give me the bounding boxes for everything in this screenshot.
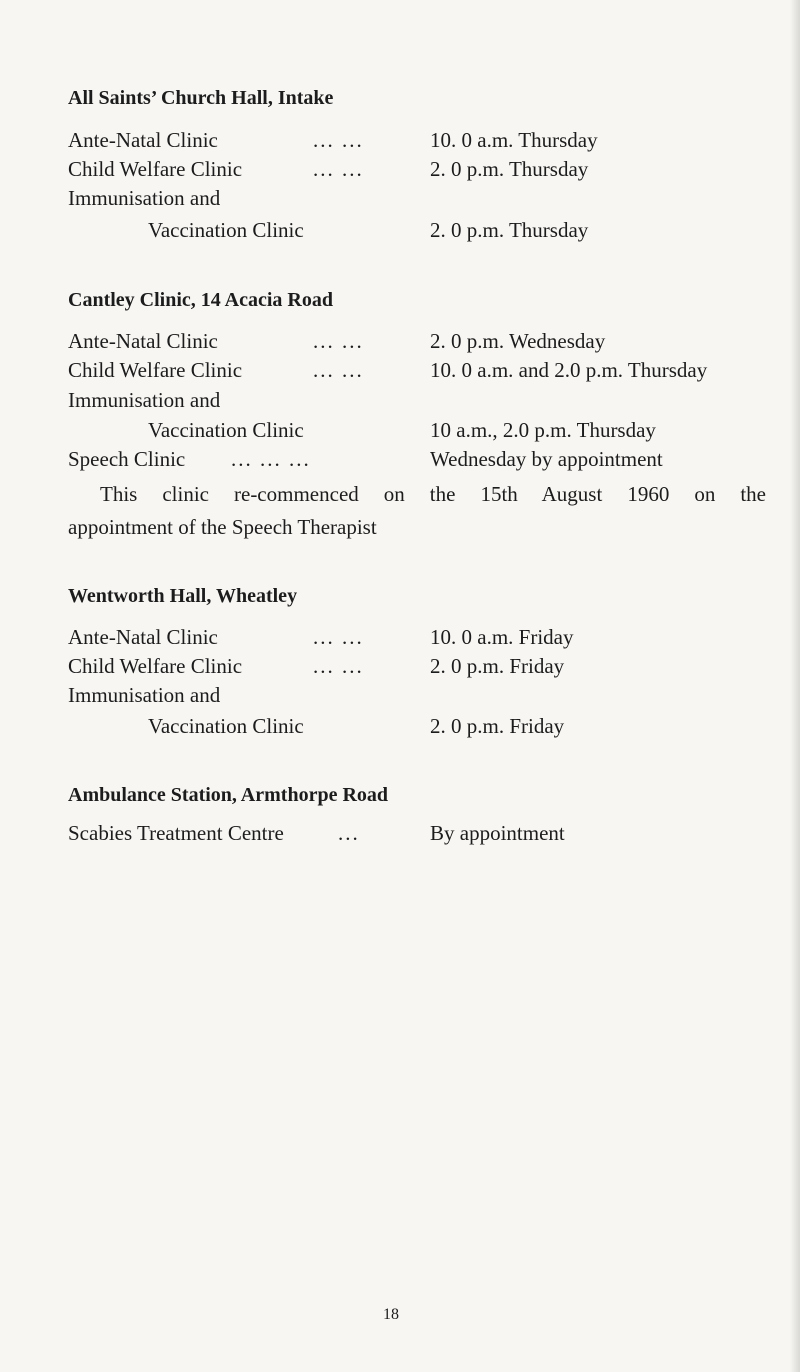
leader-dots: ... ...	[313, 157, 364, 181]
schedule-row	[68, 218, 788, 248]
clinic-name: Immunisation and	[68, 388, 221, 412]
clinic-time: Wednesday by appointment	[430, 447, 663, 471]
clinic-name: Child Welfare Clinic	[68, 157, 243, 181]
section-heading-all-saints: All Saints’ Church Hall, Intake	[68, 87, 334, 109]
page-edge-shadow	[790, 0, 800, 1372]
schedule-row	[68, 821, 788, 851]
schedule-row	[68, 128, 788, 158]
clinic-name: Vaccination Clinic	[148, 418, 304, 442]
schedule-row	[68, 654, 788, 684]
clinic-time: 2. 0 p.m. Wednesday	[430, 329, 606, 353]
leader-dots: ... ...	[313, 128, 364, 152]
schedule-row	[68, 447, 788, 477]
clinic-name: Child Welfare Clinic	[68, 358, 243, 382]
clinic-name: Speech Clinic	[68, 447, 186, 471]
leader-dots: ... ...	[313, 329, 364, 353]
clinic-name: Child Welfare Clinic	[68, 654, 243, 678]
schedule-row	[68, 714, 788, 744]
clinic-time: 10. 0 a.m. Thursday	[430, 128, 598, 152]
schedule-row	[68, 358, 788, 388]
schedule-row	[68, 683, 788, 713]
schedule-row	[68, 186, 788, 216]
clinic-time: 2. 0 p.m. Friday	[430, 714, 565, 738]
section-heading-ambulance-station: Ambulance Station, Armthorpe Road	[68, 784, 389, 806]
clinic-time: 2. 0 p.m. Thursday	[430, 157, 589, 181]
schedule-row	[68, 418, 788, 448]
section-heading-wentworth: Wentworth Hall, Wheatley	[68, 585, 298, 607]
clinic-name: Immunisation and	[68, 186, 221, 210]
section-heading-cantley: Cantley Clinic, 14 Acacia Road	[68, 289, 333, 311]
leader-dots: ... ...	[313, 625, 364, 649]
clinic-name: Ante-Natal Clinic	[68, 625, 218, 649]
leader-dots: ... ... ...	[231, 447, 311, 471]
clinic-name: Vaccination Clinic	[148, 714, 304, 738]
clinic-time: By appointment	[430, 821, 565, 845]
schedule-row	[68, 388, 788, 418]
clinic-name: Immunisation and	[68, 683, 221, 707]
clinic-name: Ante-Natal Clinic	[68, 128, 218, 152]
clinic-time: 2. 0 p.m. Thursday	[430, 218, 589, 242]
page-number: 18	[383, 1306, 399, 1323]
clinic-time: 10. 0 a.m. and 2.0 p.m. Thursday	[430, 358, 708, 382]
schedule-row	[68, 329, 788, 359]
schedule-row	[68, 157, 788, 187]
clinic-time: 2. 0 p.m. Friday	[430, 654, 565, 678]
leader-dots: ... ...	[313, 358, 364, 382]
note-line: This clinic re-commenced on the 15th August 1960 on the	[100, 482, 766, 506]
clinic-time: 10 a.m., 2.0 p.m. Thursday	[430, 418, 656, 442]
clinic-name: Vaccination Clinic	[148, 218, 304, 242]
note-line: appointment of the Speech Therapist	[68, 515, 377, 539]
leader-dots: ... ...	[313, 654, 364, 678]
clinic-time: 10. 0 a.m. Friday	[430, 625, 574, 649]
clinic-name: Ante-Natal Clinic	[68, 329, 218, 353]
cantley-note	[68, 478, 766, 544]
schedule-row	[68, 625, 788, 655]
leader-dots: ...	[338, 821, 360, 845]
clinic-name: Scabies Treatment Centre	[68, 821, 284, 845]
